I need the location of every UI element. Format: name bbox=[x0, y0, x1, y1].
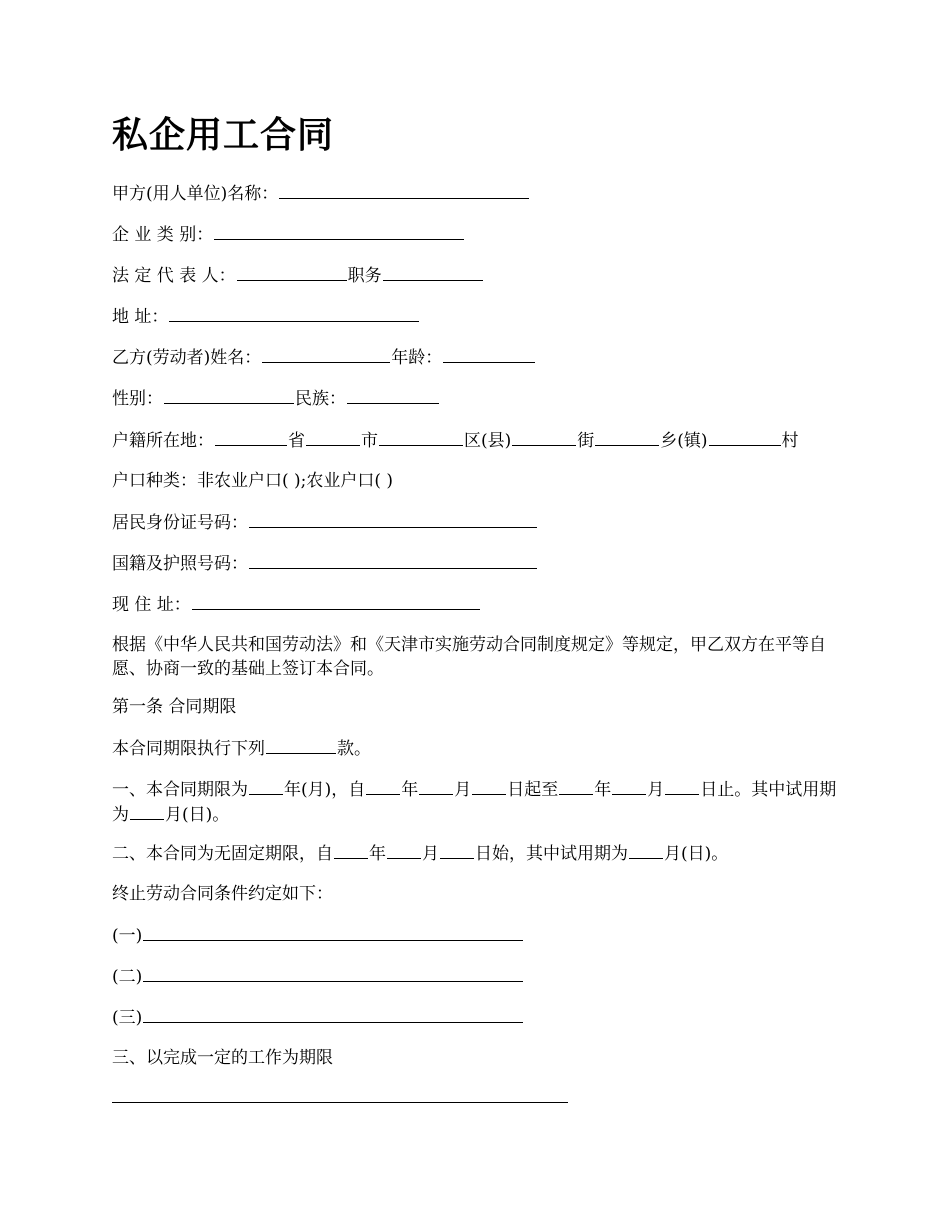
condition-1-label: (一) bbox=[112, 926, 143, 946]
ethnicity-label: 民族： bbox=[295, 389, 346, 409]
fixed-term-text-f: 年 bbox=[594, 780, 612, 800]
passport-line bbox=[112, 551, 538, 576]
legal-rep-line bbox=[112, 263, 484, 288]
id-number-label: 居民身份证号码： bbox=[112, 513, 248, 533]
open-start-year-blank[interactable] bbox=[334, 841, 368, 859]
gender-blank[interactable] bbox=[164, 386, 294, 404]
enterprise-type-blank[interactable] bbox=[214, 222, 464, 240]
party-b-name-label: 乙方(劳动者)姓名： bbox=[112, 348, 262, 368]
enterprise-type-label: 企 业 类 别： bbox=[112, 225, 214, 245]
legal-rep-blank[interactable] bbox=[237, 263, 347, 281]
town-blank[interactable] bbox=[595, 428, 659, 446]
open-term-text-c: 月 bbox=[422, 844, 439, 864]
town-label: 乡(镇) bbox=[660, 431, 708, 451]
party-b-name-blank[interactable] bbox=[262, 345, 390, 363]
current-address-blank[interactable] bbox=[192, 592, 480, 610]
condition-1-line bbox=[112, 923, 524, 948]
party-b-name-line bbox=[112, 345, 536, 370]
ethnicity-blank[interactable] bbox=[347, 386, 439, 404]
condition-2-blank[interactable] bbox=[143, 964, 523, 982]
fixed-term-text-e: 日起至 bbox=[507, 780, 559, 800]
end-day-blank[interactable] bbox=[665, 777, 699, 795]
condition-1-blank[interactable] bbox=[143, 923, 523, 941]
fixed-term-text-d: 月 bbox=[454, 780, 472, 800]
fixed-term-length-blank[interactable] bbox=[249, 777, 283, 795]
id-number-blank[interactable] bbox=[249, 510, 537, 528]
party-a-name-label: 甲方(用人单位)名称： bbox=[112, 184, 279, 204]
address-label: 地 址： bbox=[112, 307, 169, 327]
condition-3-line bbox=[112, 1005, 524, 1030]
open-term-text-a: 二、本合同为无固定期限，自 bbox=[112, 844, 333, 864]
id-number-line bbox=[112, 510, 538, 535]
position-blank[interactable] bbox=[383, 263, 483, 281]
fixed-term-text-b: 年(月)，自 bbox=[284, 780, 366, 800]
fixed-term-text-c: 年 bbox=[401, 780, 419, 800]
open-start-month-blank[interactable] bbox=[387, 841, 421, 859]
open-term-text-d: 日始，其中试用期为 bbox=[475, 844, 628, 864]
hukou-type-line: 户口种类：非农业户口( );农业户口( ) bbox=[112, 471, 394, 491]
open-term-text-e: 月(日)。 bbox=[664, 844, 729, 864]
open-term-line bbox=[112, 841, 728, 866]
fixed-term-text-i: 月(日)。 bbox=[165, 805, 230, 825]
page-title: 私企用工合同 bbox=[112, 114, 335, 156]
fixed-term-text-g: 月 bbox=[647, 780, 665, 800]
age-blank[interactable] bbox=[443, 345, 535, 363]
fixed-term-paragraph bbox=[112, 777, 842, 827]
position-label: 职务 bbox=[347, 266, 382, 286]
task-based-term-blank[interactable] bbox=[112, 1085, 568, 1103]
party-a-name-line bbox=[112, 181, 530, 206]
legal-rep-label: 法 定 代 表 人： bbox=[112, 266, 236, 286]
district-label: 区(县) bbox=[464, 431, 512, 451]
preamble-paragraph: 根据《中华人民共和国劳动法》和《天津市实施劳动合同制度规定》等规定，甲乙双方在平等自愿、协商一致的基础上签订本合同。 bbox=[112, 635, 826, 679]
village-blank[interactable] bbox=[709, 428, 781, 446]
condition-3-blank[interactable] bbox=[143, 1005, 523, 1023]
address-line bbox=[112, 304, 420, 329]
gender-line bbox=[112, 386, 440, 411]
current-address-line bbox=[112, 592, 481, 617]
age-label: 年龄： bbox=[391, 348, 443, 368]
household-label: 户籍所在地： bbox=[112, 431, 214, 451]
article1-heading: 第一条 合同期限 bbox=[112, 697, 237, 717]
term-selection-line bbox=[112, 736, 371, 761]
current-address-label: 现 住 址： bbox=[112, 595, 191, 615]
village-label: 村 bbox=[781, 431, 799, 451]
term-selection-post: 款。 bbox=[337, 739, 371, 759]
household-line bbox=[112, 428, 799, 453]
fixed-term-text-h: 日止。其中试用期为 bbox=[112, 780, 837, 825]
party-a-name-blank[interactable] bbox=[279, 181, 529, 199]
open-start-day-blank[interactable] bbox=[440, 841, 474, 859]
street-label: 街 bbox=[577, 431, 595, 451]
province-blank[interactable] bbox=[215, 428, 287, 446]
passport-label: 国籍及护照号码： bbox=[112, 554, 248, 574]
probation-blank[interactable] bbox=[130, 802, 164, 820]
gender-label: 性别： bbox=[112, 389, 163, 409]
task-based-term-line: 三、以完成一定的工作为期限 bbox=[112, 1048, 333, 1068]
start-year-blank[interactable] bbox=[366, 777, 400, 795]
open-probation-blank[interactable] bbox=[629, 841, 663, 859]
enterprise-type-line bbox=[112, 222, 465, 247]
open-term-text-b: 年 bbox=[369, 844, 386, 864]
condition-3-label: (三) bbox=[112, 1008, 143, 1028]
start-day-blank[interactable] bbox=[472, 777, 506, 795]
passport-blank[interactable] bbox=[249, 551, 537, 569]
task-based-term-row bbox=[112, 1085, 568, 1110]
start-month-blank[interactable] bbox=[419, 777, 453, 795]
province-label: 省 bbox=[288, 431, 305, 451]
end-year-blank[interactable] bbox=[559, 777, 593, 795]
condition-2-label: (二) bbox=[112, 967, 143, 987]
fixed-term-text-a: 一、本合同期限为 bbox=[112, 780, 248, 800]
street-blank[interactable] bbox=[512, 428, 576, 446]
city-blank[interactable] bbox=[306, 428, 360, 446]
district-blank[interactable] bbox=[379, 428, 463, 446]
end-month-blank[interactable] bbox=[612, 777, 646, 795]
termination-label: 终止劳动合同条件约定如下： bbox=[112, 884, 333, 904]
address-blank[interactable] bbox=[169, 304, 419, 322]
term-selection-blank[interactable] bbox=[266, 736, 336, 754]
condition-2-line bbox=[112, 964, 524, 989]
city-label: 市 bbox=[361, 431, 378, 451]
term-selection-pre: 本合同期限执行下列 bbox=[112, 739, 265, 759]
